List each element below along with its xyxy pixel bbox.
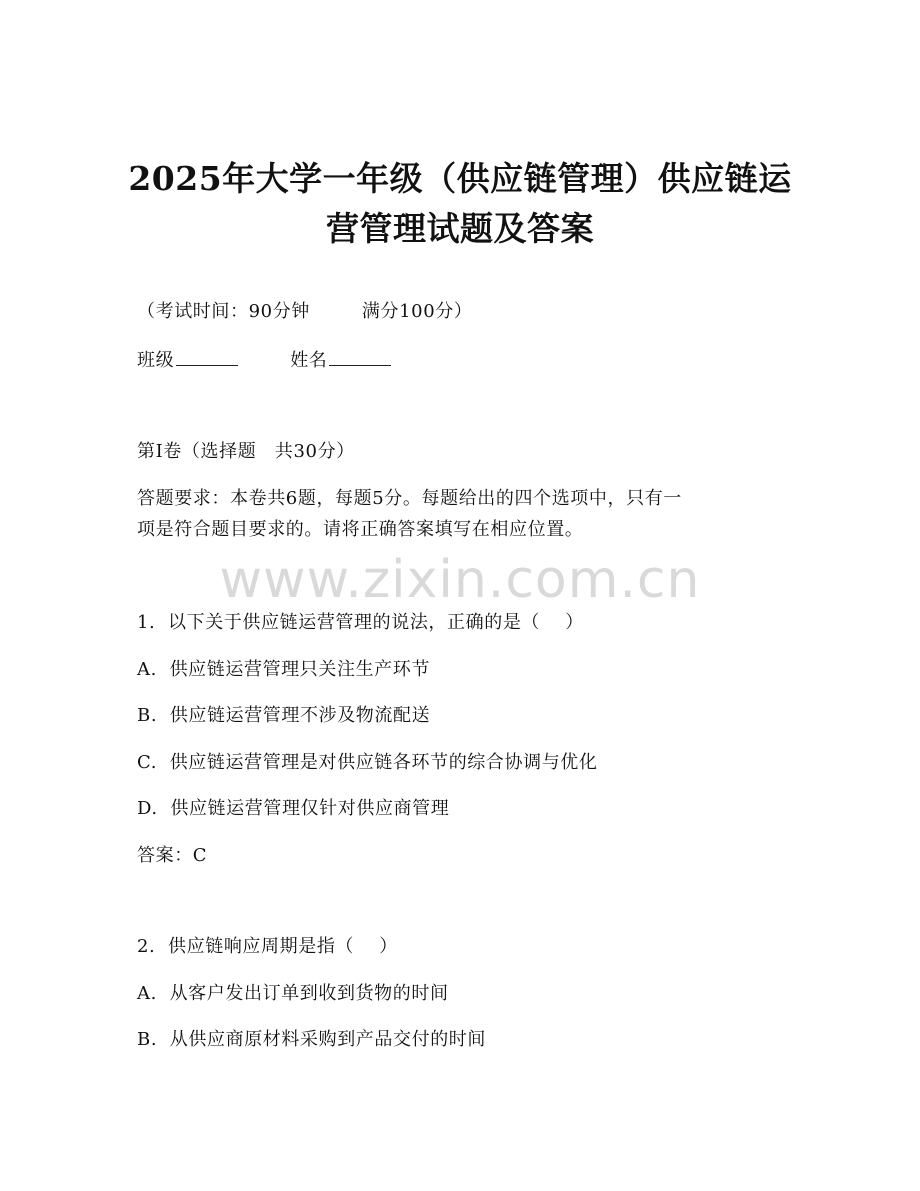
- question-1-option-c: C. 供应链运营管理是对供应链各环节的综合协调与优化: [137, 752, 598, 773]
- exam-info: [137, 298, 472, 326]
- instructions-line-2: 项是符合题目要求的。请将正确答案填写在相应位置。: [137, 519, 584, 540]
- document-title-line-2: 营管理试题及答案: [326, 209, 594, 248]
- name-label: 姓名: [290, 350, 328, 371]
- question-1-option-d: D. 供应链运营管理仅针对供应商管理: [137, 798, 450, 819]
- watermark: www.zixin.com.cn: [219, 550, 701, 610]
- question-2-option-b: B. 从供应商原材料采购到产品交付的时间: [137, 1029, 486, 1050]
- question-2-stem: 2. 供应链响应周期是指（ ）: [137, 936, 398, 957]
- exam-time: （考试时间：90分钟: [137, 301, 310, 322]
- question-2-option-a: A. 从客户发出订单到收到货物的时间: [137, 983, 449, 1004]
- section-heading: 第I卷（选择题 共30分）: [137, 441, 355, 462]
- instructions-line-1: 答题要求：本卷共6题，每题5分。每题给出的四个选项中，只有一: [137, 488, 682, 509]
- question-1-option-b: B. 供应链运营管理不涉及物流配送: [137, 705, 431, 726]
- exam-score: 满分100分）: [361, 301, 473, 322]
- question-1-answer: 答案：C: [137, 845, 208, 866]
- student-info: [137, 347, 391, 375]
- name-blank: [329, 347, 391, 366]
- class-label: 班级: [137, 350, 175, 371]
- question-1-option-a: A. 供应链运营管理只关注生产环节: [137, 659, 430, 680]
- class-blank: [176, 347, 238, 366]
- document-title-line-1: 2025年大学一年级（供应链管理）供应链运: [128, 159, 792, 198]
- question-1-stem: 1. 以下关于供应链运营管理的说法，正确的是（ ）: [137, 612, 584, 633]
